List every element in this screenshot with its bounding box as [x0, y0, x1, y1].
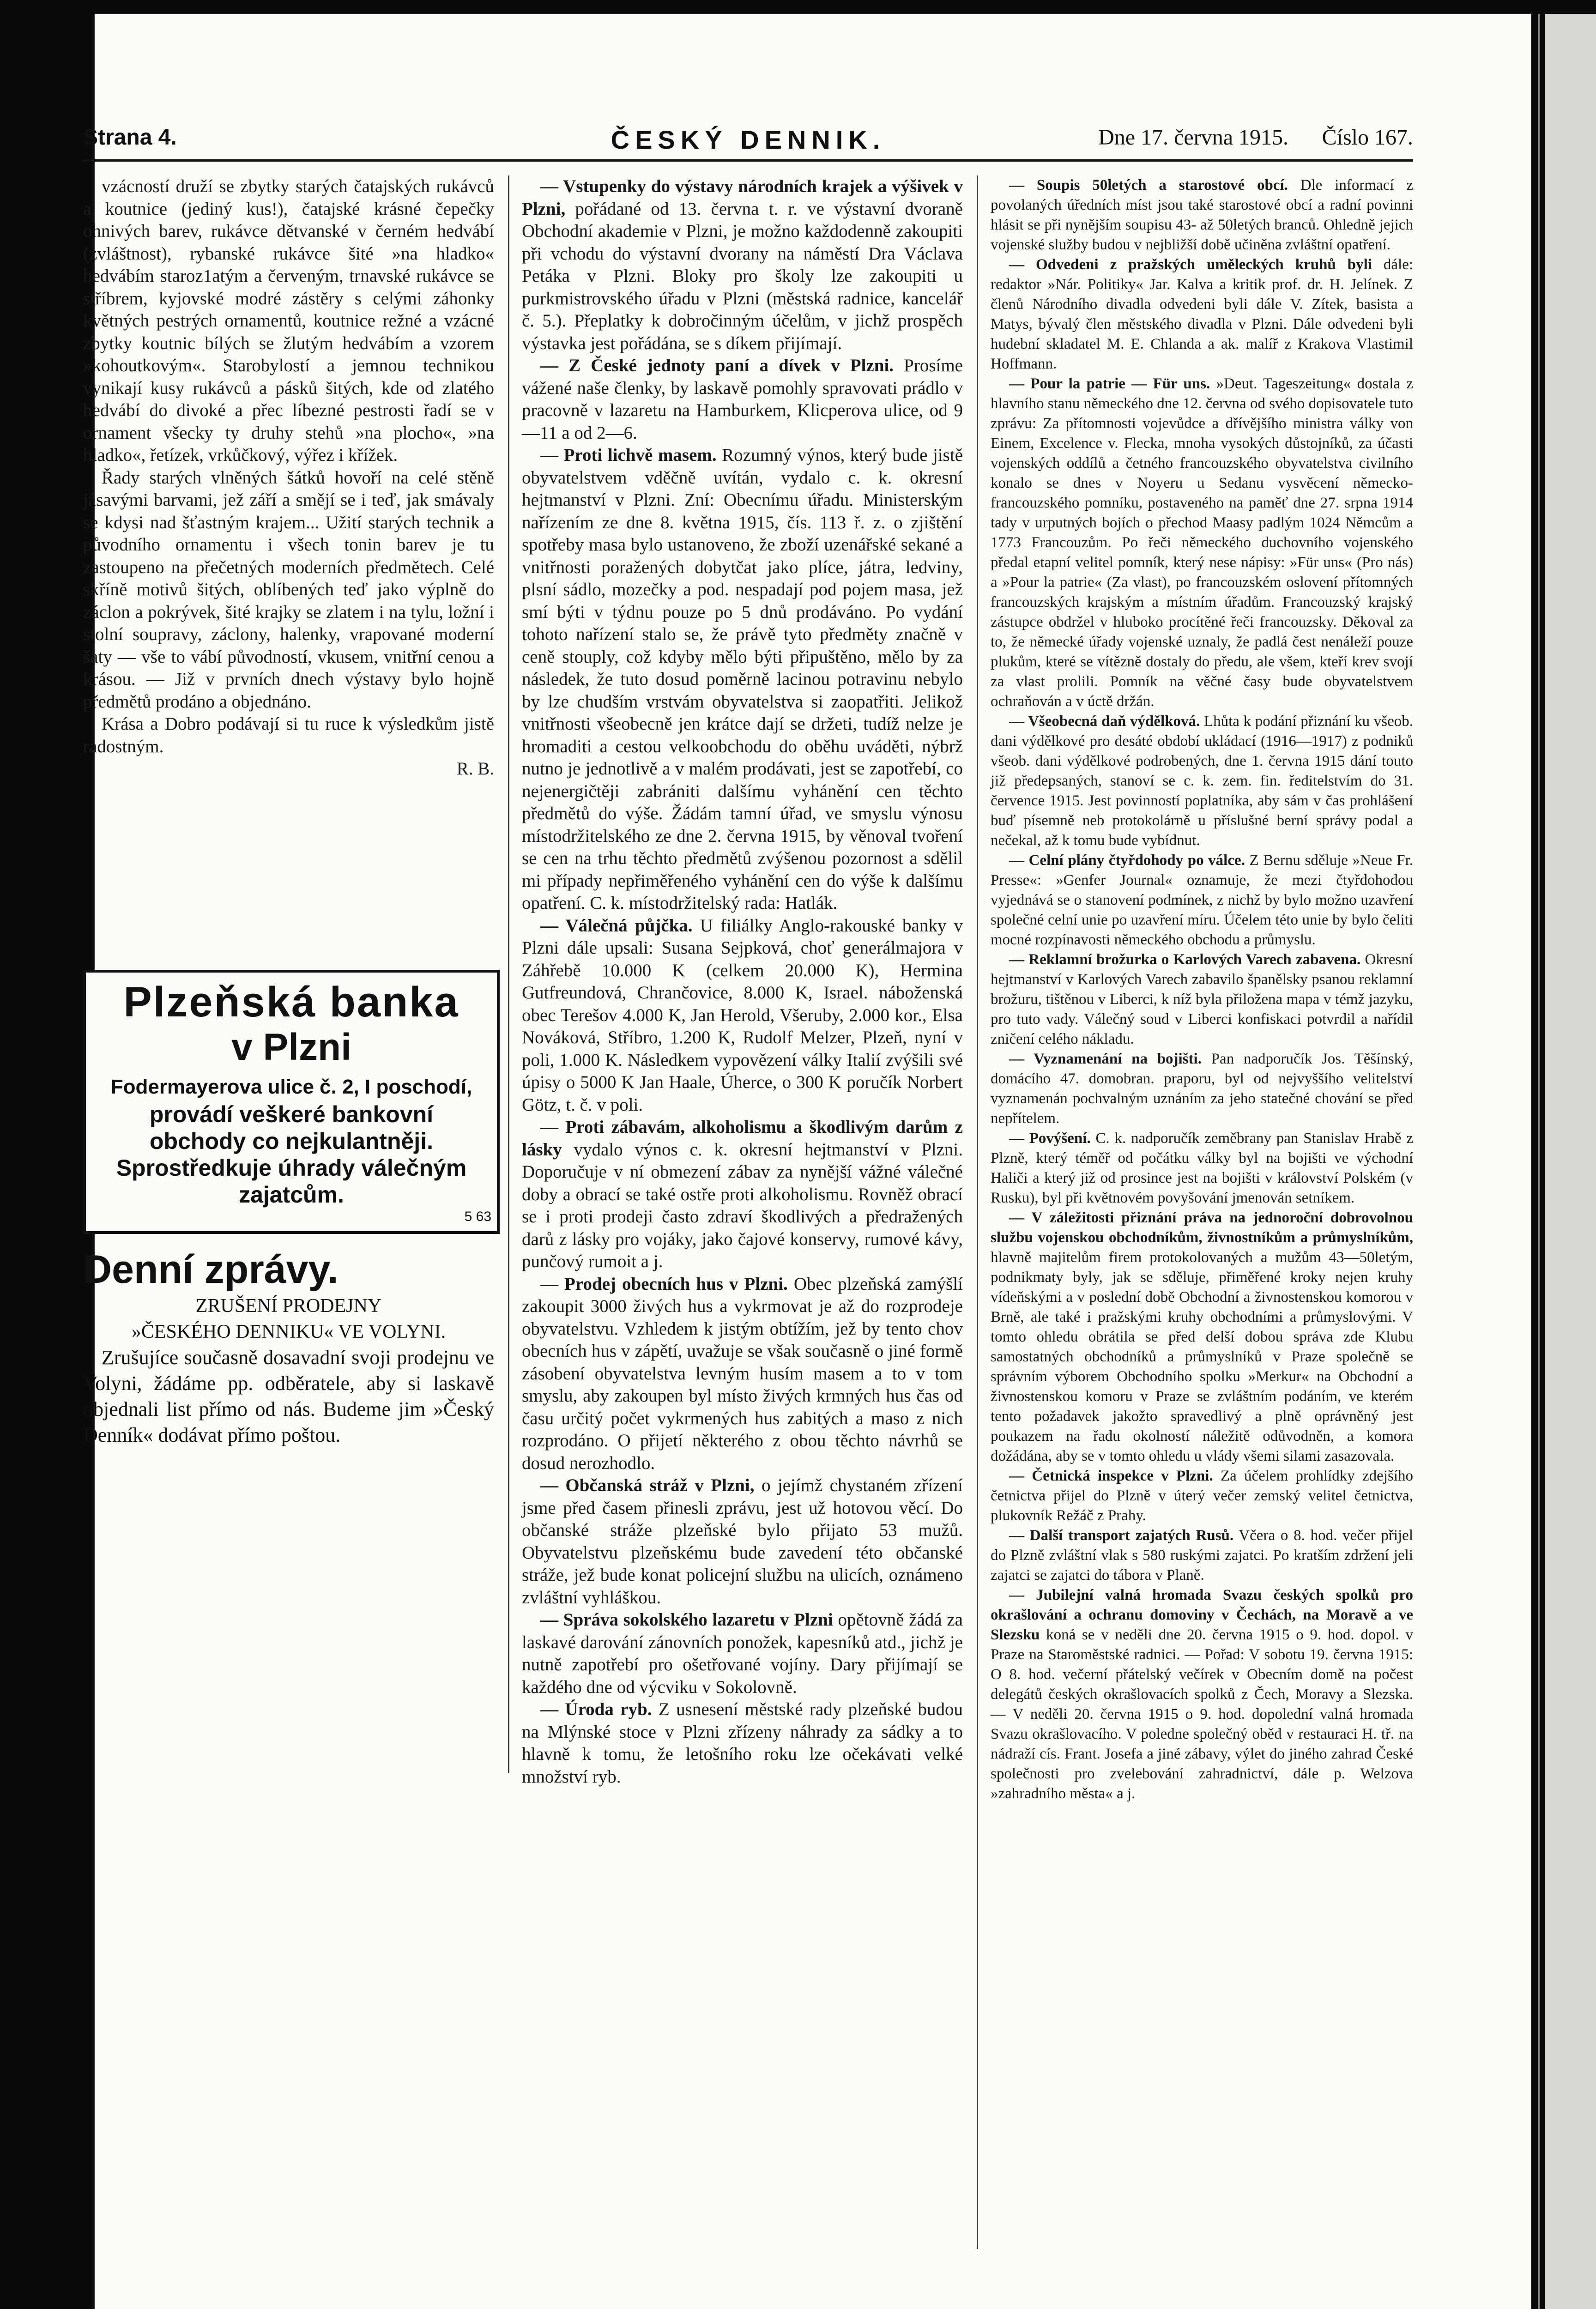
news-text: dále: redaktor »Nár. Politiky« Jar. Kalva a kritik prof. dr. H. Jelínek. Z členů Národního divadla odvedeni byli dále V. Zítek, basista a Matys, bývalý člen městského divadla v Plzni. Dále odvedeni byli hudební skladatel M. E. Chlanda a ak. malíř z Krakova Vlastimil Hoffmann.: [991, 256, 1414, 372]
news-headline: — Prodej obecních hus v Plzni.: [540, 1274, 788, 1294]
news-text: opětovně žádá za laskavé darování zánovních ponožek, kapesníků atd., jichž je nutně zapotřebí pro ošetřované vojíny. Dary přijímají se každého dne od výcviku v Sokolovně.: [522, 1610, 963, 1697]
news-headline: — Reklamní brožurka o Karlových Varech zabavena.: [1009, 951, 1361, 968]
next-page-edge: [1545, 14, 1596, 2309]
article-paragraph: Řady starých vlněných šátků hovoří na celé stěně jásavými barvami, jež září a smějí se i teď, jak smávaly se kdysi nad šťastným krajem... Užití starých technik a původního ornamentu i všech tonin barev je tu zastoupeno na přečetných moderních předmětech. Celé skříně motivů šitých, oblíbených teď jako výplně do záclon a pokrývek, šité krajky se zlatem i na tylu, ložní i stolní soupravy, záclony, halenky, vrapované moderní šaty — vše to vábí původností, vkusem, vnitřní cenou a krásou. — Již v prvních dnech výstavy bylo hojně předmětů prodáno a objednáno.: [83, 467, 494, 712]
news-headline: — Proti lichvě masem.: [540, 445, 717, 465]
news-item: [991, 1585, 1413, 1804]
news-headline: — Jubilejní valná hromada Svazu českých spolků pro okrašlování a ochranu domoviny v Čechách, na Moravě a ve Slezsku: [991, 1587, 1413, 1643]
ad-line-1: provádí veškeré bankovní: [149, 1101, 434, 1127]
news-headline: — Občanská stráž v Plzni,: [540, 1475, 755, 1495]
column-3: [991, 175, 1413, 1804]
news-headline: — Pour la patrie — Für uns.: [1009, 375, 1210, 392]
issue-date: Dne 17. června 1915.: [1098, 125, 1288, 150]
ad-address: Fodermayerova ulice č. 2, I poschodí,: [110, 1076, 472, 1098]
news-item: [991, 1208, 1413, 1466]
news-text: Z Bernu sděluje »Neue Fr. Presse«: »Genfer Journal« oznamuje, že mezi čtyřdohodou vyjednává se o stanovení podmínek, z nichž by bylo možno uzavření společné celní unie po uzavření míru. Účelem této unie by bylo čeliti mocné rozpínavosti německého obchodu a průmyslu.: [991, 852, 1414, 948]
news-headline: — Odvedeni z pražských uměleckých kruhů byli: [1009, 256, 1372, 273]
notice-title-1: ZRUŠENÍ PRODEJNY: [195, 1295, 382, 1317]
newspaper-title: ČESKÝ DENNIK.: [611, 125, 886, 154]
news-item: [991, 712, 1413, 851]
news-headline: — Celní plány čtyřdohody po válce.: [1009, 852, 1245, 869]
article-paragraph: Krása a Dobro podávají si tu ruce k výsledkům jistě radostným.: [83, 714, 494, 756]
page-number: Strana 4.: [83, 125, 177, 150]
news-item: [991, 1049, 1413, 1129]
news-text: Z usnesení městské rady plzeňské budou na Mlýnské stoce v Plzni zřízeny náhrady za sádky a to hlavně k tomu, že letošního roku lze očekávati velké množství ryb.: [522, 1699, 963, 1787]
news-text: C. k. nadporučík zeměbrany pan Stanislav Hrabě z Plzně, který téměř od počátku války byl na bojišti ve východní Haliči a který již od prosince jest na bojišti v království Polském (v Rusku), byl při květnovém povyšování jmenován setníkem.: [991, 1130, 1414, 1206]
bank-advertisement: [83, 970, 500, 1234]
news-text: Včera o 8. hod. večer přijel do Plzně zvláštní vlak s 580 ruskými zajatci. Po kratším zdržení jeli zajatci se zajatci do tábora v Planě.: [991, 1527, 1413, 1584]
news-item: [991, 950, 1413, 1049]
notice-body: Zrušujíce současně dosavadní svoji prodejnu ve Volyni, žádáme pp. odběratele, aby si laskavě objednali list přímo od nás. Budeme jim »Český Denník« dodávat přímo poštou.: [83, 1346, 494, 1446]
notice-title-2: »ČESKÉHO DENNIKU« VE VOLYNI.: [131, 1321, 446, 1342]
news-text: Za účelem prohlídky zdejšího četnictva přijel do Plzně v úterý večer zemský velitel četnictva, plukovník Režáč z Prahy.: [991, 1468, 1414, 1524]
news-headline: — Správa sokolského lazaretu v Plzni: [540, 1610, 833, 1630]
ad-code: 5 63: [464, 1209, 491, 1224]
news-text: o jejímž chystaném zřízení jsme před časem přinesli zprávu, jest už hotovou věcí. Do občanské stráže plzeňské bylo přijato 53 mužů. Obyvatelstvu plzeňskému bude zavedení této občanské stráže, jež bude konat policejní službu na ulicích, oznámeno zvláštní vyhláškou.: [522, 1475, 963, 1608]
header-rule: [83, 159, 1413, 162]
section-title: Denní zprávy.: [83, 1247, 339, 1292]
news-item: [522, 355, 963, 444]
news-text: Lhůta k podání přiznání ku všeob. dani výdělkové pro desáté období ukládací (1916—1917) z podniků všeob. dani výdělkové podrobených, dne 1. června 1915 dání touto již předepsaných, stanoví se c. k. zem. fin. ředitelstvím do 31. července 1915. Jest povinností poplatníka, aby sám v čas prohlášení buď písemně neb protokolárně u příslušné berní správy podal a nečekal, až k tomu bude vybídnut.: [991, 713, 1413, 849]
ad-subtitle: v Plzni: [231, 1026, 351, 1068]
column-2: [522, 175, 963, 1788]
news-item: [522, 1699, 963, 1788]
news-headline: — Četnická inspekce v Plzni.: [1009, 1468, 1213, 1484]
news-headline: — Vstupenky do výstavy národních krajek a výšivek v Plzni,: [522, 176, 963, 219]
news-text: Pan nadporučík Jos. Těšínský, domácího 47. domobran. praporu, byl od nejvyššího velitelství vyznamenán pochvalným uznáním za jeho statečné chování se před nepřítelem.: [991, 1051, 1414, 1127]
news-headline: — Proti zábavám, alkoholismu a škodlivým darům z lásky: [522, 1117, 963, 1160]
news-text: Obec plzeňská zamýšlí zakoupit 3000 živých hus a vykrmovat je až do rozprodeje obyvatelstvu. Vzhledem k jistým obtížím, jež by tento chov obecních hus v zápětí, uvažuje se však současně o jiné formě zásobení obyvatelstva levným husím masem a to v tom smyslu, aby zakoupen byl místo živých krmných hus čas od času určitý počet vykrmených hus zabitých a maso z nich rozprodáno. O přijetí některého z obou těchto návrhů se dosud nerozhodlo.: [522, 1274, 963, 1473]
news-text: Okresní hejtmanství v Karlových Varech zabavilo španělsky psanou reklamní brožuru, tištěnou v Liberci, k níž byla přiložena mapa v témž jazyku, pro tuto vady. Válečný soud v Liberci konfiskaci potvrdil a nařídil zničení celého nákladu.: [991, 951, 1413, 1047]
news-headline: — Další transport zajatých Rusů.: [1009, 1527, 1234, 1544]
ad-title: Plzeňská banka: [123, 979, 459, 1026]
news-item: [522, 1116, 963, 1273]
news-item: [991, 255, 1413, 374]
news-text: U filiálky Anglo-rakouské banky v Plzni dále upsali: Susana Sejpková, choť generálmajora v Záhřebě 10.000 K (celkem 20.000 K), Hermina Gutfreundová, Chrančovice, 8.000 K, Israel. náboženská obec Terešov 4.000 K, Jan Herold, Všeruby, 2.000 kor., Elsa Nováková, Stříbro, 1.200 K, Rudolf Melzer, Plzeň, nyní v poli, 1.000 K. Následkem vypovězení války Italií zvýšili své úpisy o 5000 K Jan Haale, Úherce, o 300 K poručík Norbert Götz, t. č. v poli.: [522, 915, 963, 1115]
notice-box: [83, 1293, 494, 1448]
news-item: [522, 175, 963, 355]
news-item: [522, 1273, 963, 1475]
news-headline: — V záležitosti přiznání práva na jednoroční dobrovolnou službu vojenskou obchodníkům, živnostníkům a průmyslníkům,: [991, 1209, 1413, 1246]
page-fold-line: [1538, 14, 1540, 2309]
column-divider: [977, 175, 978, 2249]
news-text: Dle informací z povolaných úředních míst jsou také starostové obcí a radní povinni hlásit se při nynějším soupisu 43- až 50letých branců. Ohledně jejich vojenské služby budou v nejbližší době učiněna zvláštní opatření.: [991, 177, 1414, 253]
news-headline: — Z České jednoty paní a dívek v Plzni.: [540, 356, 894, 375]
news-headline: — Válečná půjčka.: [540, 915, 693, 936]
news-item: [991, 1526, 1413, 1585]
news-headline: — Vyznamenání na bojišti.: [1009, 1051, 1202, 1067]
news-text: hlavně majitelům firem protokolovaných a mužům 43—50letým, podnikmaty byly, jak se sděluje, přiměřené kroky nejen kruhy vídeňskými a v poslední době Obchodní a živnostenskou komorou v Brně, ale také i pražskými kruhy obchodními a průmyslovými. V tomto ohledu obrátila se před delší dobou správa zde Klubu samostatných obchodníků a průmyslníků v Praze společně se správním výborem Obchodního spolku »Merkur« na Obchodní a živnostenskou komoru v Praze se zvláštním podáním, ve kterém tento požadavek jakožto spravedlivý a plně oprávněný jest poukazem na řadu okolností náležitě odůvodněn, a komora dožádána, aby se v tomto ohledu u vlády všemi silami zasazovala.: [991, 1249, 1413, 1464]
news-item: [522, 1609, 963, 1699]
news-headline: — Soupis 50letých a starostové obcí.: [1009, 177, 1288, 193]
news-item: [522, 915, 963, 1117]
news-item: [991, 1466, 1413, 1526]
news-text: Prosíme vážené naše členky, by laskavě pomohly spravovati prádlo v pracovně v lazaretu na Hamburkem, Klicperova ulice, od 9—11 a od 2—6.: [522, 356, 963, 443]
news-item: [991, 1129, 1413, 1208]
news-item: [991, 374, 1413, 712]
article-paragraph: vzácností druží se zbytky starých čatajských rukávců a koutnice (jediný kus!), čatajské krásné čepečky ohnivých barev, rukávce dětvanské v černém hedvábí (zvláštnost), rybanské rukávce šité »na hladko« hedvábím staroz1atým a červeným, trnavské rukávce se stříbrem, kyjovské modré zástěry s celými záhonky květných pestrých ornamentů, koutnice režné a vzácné zbytky koutnic bílých se žlutým hedvábím a vzorem »kohoutkovým«. Starobylostí a jemnou technikou vynikají kusy rukávců a pásků šitých, kde od zlatého hedvábí do divoké a přec líbezné pestrosti řadí se v ornament všecky ty druhy stehů »na plocho«, »na hladko«, řetízek, vrkůčkový, výřez i křížek.: [83, 176, 494, 465]
news-text: vydalo výnos c. k. okresní hejtmanství v Plzni. Doporučuje v ní obmezení zábav za nynější vážné válečné doby a obrací se také ostře proti alkoholismu. Rovněž obrací se i proti prodeji často zdraví škodlivých a předražených darů z lásky pro vojáky, jako čajové konservy, rumové kávy, punčový rumoit a j.: [522, 1139, 963, 1271]
column-divider: [508, 175, 509, 1773]
news-item: [522, 444, 963, 915]
news-text: koná se v neděli dne 20. června 1915 o 9. hod. dopol. v Praze na Staroměstské radnici. — Pořad: V sobotu 19. června 1915: O 8. hod. večerní přátelský večírek v Obecním domě na počest delegátů českých okrašlovacích spolků z Čech, Moravy a Slezska. — V neděli 20. června 1915 o 9. hod. dopolední valná hromada Svazu okrašlovacího. V poledne společný oběd v restauraci H. tř. na nádraží cís. Frant. Josefa a jiné zábavy, výlet do jiného zahrad České společnosti pro zvelebování zahradnictví, dále p. Welzova »zahradního města« a j.: [991, 1626, 1413, 1802]
news-item: [991, 175, 1413, 255]
issue-number: Číslo 167.: [1322, 125, 1413, 150]
news-headline: — Úroda ryb.: [540, 1699, 652, 1719]
news-headline: — Všeobecná daň výdělková.: [1009, 713, 1200, 730]
ad-line-3: Sprostředkuje úhrady válečným zajatcům.: [116, 1155, 467, 1208]
news-text: pořádané od 13. června t. r. ve výstavní dvoraně Obchodní akademie v Plzni, je možno každodenně zakoupiti při vchodu do výstavní dvorany na náměstí Dra Václava Petáka v Plzni. Bloky pro školy lze zakoupiti u purkmistrovského úřadu v Plzni (městská radnice, kancelář č. 5.). Přeplatky k dobročinným účelům, v jichž prospěch výstavka jest pořádána, se s díkem přijímají.: [522, 199, 963, 353]
news-item: [522, 1475, 963, 1609]
news-text: »Deut. Tageszeitung« dostala z hlavního stanu německého dne 12. června od svého dopisovatele tuto zprávu: Za přítomnosti vojevůdce a dřívějšího ministra války von Einem, Excelence v. Flecka, mnoha vysokých důstojníků, za účasti vojenských oddílů a četného francouzského obyvatelstva civilního konalo se dnes v Noyeru u Sedanu vysvěcení německo-francouzského pomníku, postaveného na paměť dne 27. srpna 1914 tady v urputných bojích o přechod Maasy padlým 1024 Němcům a 1773 Francouzům. Po řeči německého duchovního vojenského předal etapní velitel pomník, který nese nápisy: »Für uns« (Pro nás) a »Pour la patrie« (Za vlast), po francouzském oslovení přítomných francouzských krajským a místním úřadům. Francouzský krajský zástupce obdržel v hluboko procítěné řeči francouzsky. Děkoval za to, že německé úřady vojenské uznaly, že padlá čest nenáleží pouze plukům, které se vítězně dostaly do předu, ale všem, kteří krev svojí za vlast prolili. Pomník na věčné časy bude obyvatelstvem ochraňován a v úctě držán.: [991, 375, 1414, 710]
news-text: Rozumný výnos, který bude jistě obyvatelstvem vděčně uvítán, vydalo c. k. okresní hejtmanství v Plzni. Zní: Obecnímu úřadu. Ministerským nařízením ze dne 8. května 1915, čís. 113 ř. z. o zjištění spotřeby masa bylo ustanoveno, že zboží uzenářské sekané a vnitřnosti poražených dobytčat jako plíce, játra, ledviny, plsní sádlo, mozečky a pod. nespadají pod pojem masa, jež smí býti v týdnu pouze po 5 dnů prodáváno. Po vydání tohoto nařízení stalo se, že právě tyto předměty značně v ceně stouply, což kdyby mělo býti připuštěno, mělo by za následek, že tuto dosud poměrně lacinou potravinu nebylo by lze chudším vrstvám obyvatelstva si zaopatřiti. Jelikož vnitřnosti všeobecně jen krátce dají se držeti, tudíž nelze je hromaditi a cestou velkoobchodu do oběhu uváděti, nýbrž nutno je jednotlivě a v malém prodávati, jest se zapotřebí, co nejenergičtěji zabrániti dalšímu vyhánění cen těchto předmětů do výše. Žádám tamní úřad, ve smyslu výnosu místodržitelského ze dne 2. června 1915, by věnoval tvoření se cen na trhu těchto předmětů zvýšenou pozornost a sdělil mi případy nepřiměřeného vyhánění cen do výše k dalšímu opatření. C. k. místodržitelský rada: Hatlák.: [522, 445, 963, 913]
news-headline: — Povýšení.: [1009, 1130, 1091, 1147]
ad-line-2: obchody co nejkulantněji.: [150, 1128, 433, 1154]
column-1: [83, 175, 494, 780]
article-signature: R. B.: [456, 759, 494, 779]
news-item: [991, 851, 1413, 950]
page-header: [83, 125, 1413, 162]
